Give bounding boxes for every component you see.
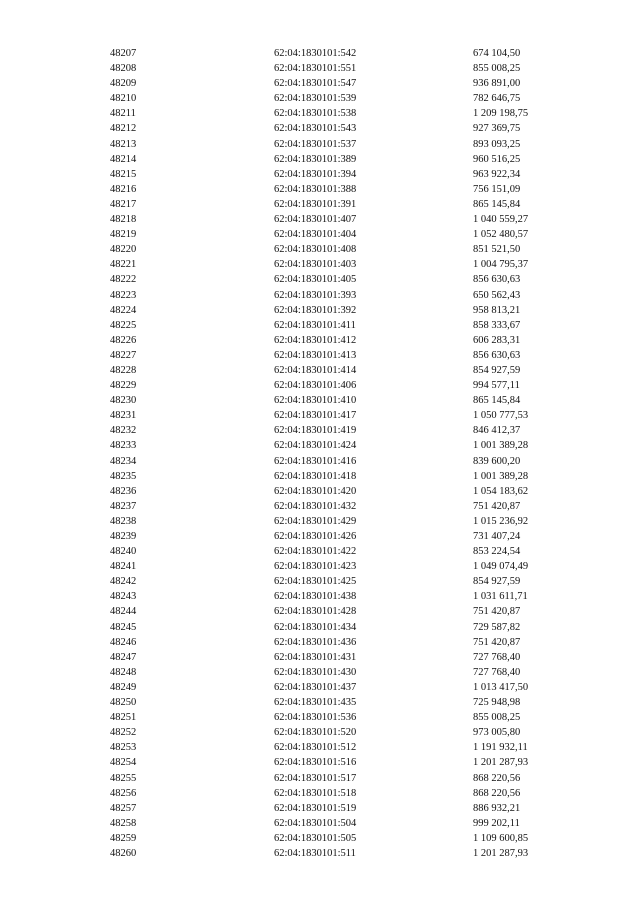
row-number: 48228	[110, 364, 137, 376]
cadastral-value: 854 927,59	[473, 576, 521, 588]
cadastral-number: 62:04:1830101:418	[274, 470, 357, 482]
table-row	[0, 197, 640, 212]
cadastral-number: 62:04:1830101:428	[274, 606, 357, 618]
cadastral-value: 858 333,67	[473, 319, 521, 331]
row-number: 48221	[110, 259, 137, 271]
row-number: 48251	[110, 712, 137, 724]
cadastral-value: 731 407,24	[473, 531, 521, 542]
table-row	[0, 91, 640, 106]
row-number: 48220	[110, 244, 137, 256]
row-number: 48234	[110, 455, 137, 467]
table-row	[0, 257, 640, 272]
table-row	[0, 695, 640, 710]
cadastral-value: 927 369,75	[473, 123, 521, 135]
cadastral-number: 62:04:1830101:414	[274, 364, 357, 376]
cadastral-value: 994 577,11	[473, 380, 520, 392]
cadastral-number: 62:04:1830101:388	[274, 183, 357, 195]
cadastral-value: 751 420,87	[473, 500, 521, 512]
table-row	[0, 318, 640, 333]
cadastral-number: 62:04:1830101:551	[274, 63, 357, 75]
cadastral-number: 62:04:1830101:394	[274, 168, 357, 180]
cadastral-number: 62:04:1830101:405	[274, 274, 357, 286]
cadastral-value: 853 224,54	[473, 546, 521, 558]
cadastral-value: 963 922,34	[473, 168, 521, 180]
cadastral-number: 62:04:1830101:429	[274, 515, 357, 527]
row-number: 48240	[110, 546, 137, 558]
cadastral-number: 62:04:1830101:404	[274, 229, 357, 241]
row-number: 48257	[110, 802, 137, 814]
cadastral-number: 62:04:1830101:438	[274, 591, 357, 603]
row-number: 48246	[110, 636, 137, 648]
cadastral-number: 62:04:1830101:423	[274, 561, 357, 573]
table-row	[0, 378, 640, 393]
table-row	[0, 604, 640, 619]
cadastral-number: 62:04:1830101:408	[274, 244, 357, 256]
row-number: 48248	[110, 666, 137, 678]
row-number: 48239	[110, 531, 137, 542]
cadastral-number: 62:04:1830101:537	[274, 138, 357, 150]
table-row	[0, 499, 640, 514]
cadastral-value: 1 201 287,93	[473, 847, 529, 859]
cadastral-number: 62:04:1830101:406	[274, 380, 357, 392]
row-number: 48237	[110, 500, 137, 512]
table-row	[0, 529, 640, 544]
table-row	[0, 408, 640, 423]
row-number: 48209	[110, 78, 137, 90]
cadastral-value: 854 927,59	[473, 364, 521, 376]
table-row	[0, 152, 640, 167]
cadastral-number: 62:04:1830101:542	[274, 48, 357, 59]
cadastral-number: 62:04:1830101:411	[274, 319, 356, 331]
cadastral-value: 1 001 389,28	[473, 440, 529, 452]
row-number: 48241	[110, 561, 137, 573]
cadastral-number: 62:04:1830101:419	[274, 425, 357, 437]
table-row	[0, 635, 640, 650]
cadastral-value: 1 191 932,11	[473, 742, 528, 754]
table-row	[0, 454, 640, 469]
table-row	[0, 574, 640, 589]
cadastral-value: 751 420,87	[473, 636, 521, 648]
table-row	[0, 559, 640, 574]
cadastral-value: 1 004 795,37	[473, 259, 529, 271]
row-number: 48214	[110, 153, 137, 165]
row-number: 48227	[110, 349, 137, 361]
cadastral-number: 62:04:1830101:410	[274, 395, 357, 407]
cadastral-value: 725 948,98	[473, 697, 521, 709]
row-number: 48236	[110, 485, 137, 497]
cadastral-value: 1 209 198,75	[473, 108, 529, 120]
table-row	[0, 816, 640, 831]
cadastral-number: 62:04:1830101:520	[274, 727, 357, 739]
cadastral-value: 729 587,82	[473, 621, 521, 633]
row-number: 48260	[110, 847, 137, 859]
table-row	[0, 665, 640, 680]
row-number: 48231	[110, 410, 137, 422]
row-number: 48223	[110, 289, 137, 301]
cadastral-number: 62:04:1830101:417	[274, 410, 357, 422]
cadastral-value: 893 093,25	[473, 138, 521, 150]
cadastral-value: 960 516,25	[473, 153, 521, 165]
cadastral-value: 1 201 287,93	[473, 757, 529, 769]
row-number: 48253	[110, 742, 137, 754]
cadastral-value: 1 013 417,50	[473, 681, 529, 693]
row-number: 48225	[110, 319, 137, 331]
table-row	[0, 740, 640, 755]
cadastral-value: 1 031 611,71	[473, 591, 528, 603]
cadastral-number: 62:04:1830101:434	[274, 621, 357, 633]
cadastral-value: 1 052 480,57	[473, 229, 529, 241]
table-row	[0, 650, 640, 665]
table-row	[0, 725, 640, 740]
row-number: 48222	[110, 274, 137, 286]
row-number: 48242	[110, 576, 137, 588]
table-row	[0, 620, 640, 635]
table-row	[0, 846, 640, 861]
table-row	[0, 438, 640, 453]
row-number: 48233	[110, 440, 137, 452]
row-number: 48215	[110, 168, 137, 180]
row-number: 48245	[110, 621, 137, 633]
cadastral-value: 868 220,56	[473, 787, 521, 799]
cadastral-number: 62:04:1830101:436	[274, 636, 357, 648]
cadastral-value: 936 891,00	[473, 78, 521, 90]
table-row	[0, 212, 640, 227]
table-row	[0, 363, 640, 378]
table-row	[0, 801, 640, 816]
table-row	[0, 333, 640, 348]
table-row	[0, 348, 640, 363]
cadastral-value: 650 562,43	[473, 289, 521, 301]
cadastral-value: 855 008,25	[473, 63, 521, 75]
table-row	[0, 227, 640, 242]
table-row	[0, 514, 640, 529]
cadastral-value: 999 202,11	[473, 817, 520, 829]
cadastral-value: 839 600,20	[473, 455, 521, 467]
row-number: 48249	[110, 681, 137, 693]
row-number: 48235	[110, 470, 137, 482]
cadastral-number: 62:04:1830101:437	[274, 681, 357, 693]
row-number: 48255	[110, 772, 137, 784]
cadastral-number: 62:04:1830101:416	[274, 455, 357, 467]
cadastral-value: 1 050 777,53	[473, 410, 529, 422]
cadastral-number: 62:04:1830101:403	[274, 259, 357, 271]
cadastral-value: 856 630,63	[473, 349, 521, 361]
table-row	[0, 831, 640, 846]
row-number: 48243	[110, 591, 137, 603]
table-row	[0, 61, 640, 76]
row-number: 48247	[110, 651, 137, 663]
row-number: 48250	[110, 697, 137, 709]
cadastral-number: 62:04:1830101:511	[274, 847, 356, 859]
row-number: 48230	[110, 395, 137, 407]
cadastral-number: 62:04:1830101:519	[274, 802, 357, 814]
cadastral-number: 62:04:1830101:424	[274, 440, 357, 452]
cadastral-value: 756 151,09	[473, 183, 521, 195]
cadastral-value: 1 054 183,62	[473, 485, 529, 497]
table-row	[0, 182, 640, 197]
document-table	[0, 46, 640, 861]
cadastral-number: 62:04:1830101:543	[274, 123, 357, 135]
cadastral-number: 62:04:1830101:413	[274, 349, 357, 361]
cadastral-number: 62:04:1830101:425	[274, 576, 357, 588]
row-number: 48213	[110, 138, 137, 150]
table-row	[0, 76, 640, 91]
cadastral-number: 62:04:1830101:504	[274, 817, 357, 829]
cadastral-number: 62:04:1830101:547	[274, 78, 357, 90]
cadastral-value: 727 768,40	[473, 666, 521, 678]
cadastral-number: 62:04:1830101:392	[274, 304, 357, 316]
cadastral-value: 865 145,84	[473, 395, 521, 407]
cadastral-value: 1 001 389,28	[473, 470, 529, 482]
row-number: 48252	[110, 727, 137, 739]
table-row	[0, 167, 640, 182]
table-row	[0, 106, 640, 121]
cadastral-value: 606 283,31	[473, 334, 521, 346]
table-row	[0, 121, 640, 136]
row-number: 48259	[110, 832, 137, 844]
cadastral-number: 62:04:1830101:512	[274, 742, 357, 754]
cadastral-value: 856 630,63	[473, 274, 521, 286]
row-number: 48256	[110, 787, 137, 799]
cadastral-value: 727 768,40	[473, 651, 521, 663]
cadastral-value: 674 104,50	[473, 48, 521, 59]
cadastral-value: 1 049 074,49	[473, 561, 529, 573]
table-row	[0, 710, 640, 725]
table-row	[0, 469, 640, 484]
table-row	[0, 544, 640, 559]
cadastral-number: 62:04:1830101:538	[274, 108, 357, 120]
row-number: 48216	[110, 183, 137, 195]
table-row	[0, 242, 640, 257]
cadastral-number: 62:04:1830101:432	[274, 500, 357, 512]
cadastral-value: 1 040 559,27	[473, 214, 529, 226]
table-row	[0, 484, 640, 499]
cadastral-number: 62:04:1830101:536	[274, 712, 357, 724]
cadastral-value: 973 005,80	[473, 727, 521, 739]
cadastral-value: 846 412,37	[473, 425, 521, 437]
cadastral-value: 958 813,21	[473, 304, 521, 316]
cadastral-number: 62:04:1830101:422	[274, 546, 357, 558]
row-number: 48212	[110, 123, 137, 135]
row-number: 48218	[110, 214, 137, 226]
cadastral-value: 851 521,50	[473, 244, 521, 256]
row-number: 48254	[110, 757, 137, 769]
row-number: 48244	[110, 606, 137, 618]
table-row	[0, 137, 640, 152]
cadastral-value: 868 220,56	[473, 772, 521, 784]
cadastral-value: 751 420,87	[473, 606, 521, 618]
cadastral-value: 782 646,75	[473, 93, 521, 105]
cadastral-value: 886 932,21	[473, 802, 521, 814]
table-row	[0, 272, 640, 287]
row-number: 48224	[110, 304, 137, 316]
cadastral-value: 865 145,84	[473, 198, 521, 210]
cadastral-number: 62:04:1830101:389	[274, 153, 357, 165]
row-number: 48207	[110, 48, 137, 59]
table-row	[0, 303, 640, 318]
cadastral-number: 62:04:1830101:518	[274, 787, 357, 799]
row-number: 48232	[110, 425, 137, 437]
table-row	[0, 288, 640, 303]
table-row	[0, 755, 640, 770]
cadastral-value: 1 015 236,92	[473, 515, 529, 527]
cadastral-number: 62:04:1830101:391	[274, 198, 357, 210]
cadastral-number: 62:04:1830101:430	[274, 666, 357, 678]
cadastral-number: 62:04:1830101:393	[274, 289, 357, 301]
cadastral-number: 62:04:1830101:516	[274, 757, 357, 769]
row-number: 48238	[110, 515, 137, 527]
row-number: 48217	[110, 198, 137, 210]
cadastral-number: 62:04:1830101:517	[274, 772, 357, 784]
table-row	[0, 423, 640, 438]
cadastral-number: 62:04:1830101:426	[274, 531, 357, 542]
row-number: 48219	[110, 229, 137, 241]
cadastral-number: 62:04:1830101:539	[274, 93, 357, 105]
cadastral-value: 855 008,25	[473, 712, 521, 724]
row-number: 48226	[110, 334, 137, 346]
row-number: 48210	[110, 93, 137, 105]
table-row	[0, 786, 640, 801]
row-number: 48211	[110, 108, 136, 120]
cadastral-number: 62:04:1830101:435	[274, 697, 357, 709]
cadastral-number: 62:04:1830101:420	[274, 485, 357, 497]
row-number: 48208	[110, 63, 137, 75]
table-row	[0, 393, 640, 408]
row-number: 48229	[110, 380, 137, 392]
table-row	[0, 680, 640, 695]
cadastral-number: 62:04:1830101:431	[274, 651, 357, 663]
table-row	[0, 589, 640, 604]
table-row	[0, 46, 640, 61]
cadastral-number: 62:04:1830101:407	[274, 214, 357, 226]
cadastral-number: 62:04:1830101:505	[274, 832, 357, 844]
table-row	[0, 771, 640, 786]
cadastral-number: 62:04:1830101:412	[274, 334, 357, 346]
row-number: 48258	[110, 817, 137, 829]
cadastral-value: 1 109 600,85	[473, 832, 529, 844]
